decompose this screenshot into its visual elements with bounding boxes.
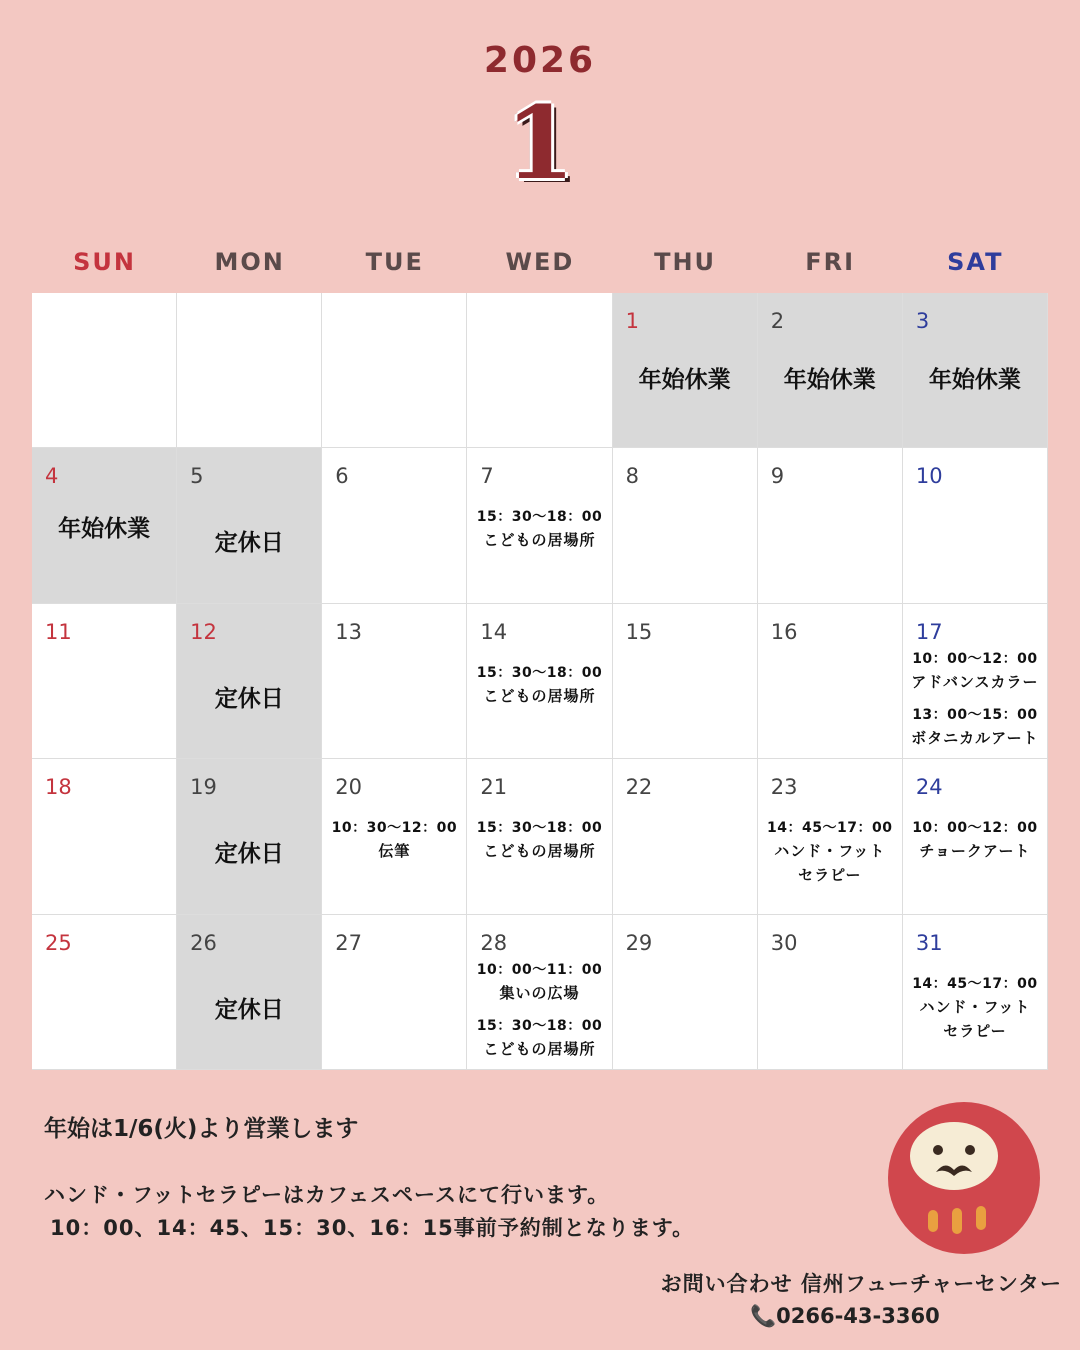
closed-label: 年始休業 xyxy=(783,367,876,393)
month-title: 1 xyxy=(505,84,575,202)
calendar-day-1 xyxy=(613,293,758,448)
day-number: 31 xyxy=(915,930,943,955)
calendar-day-15 xyxy=(613,604,758,759)
event-time: 10：00〜12：00 xyxy=(912,650,1038,667)
calendar-day-25 xyxy=(32,915,177,1070)
phone-number: 📞0266-43-3360 xyxy=(750,1304,940,1328)
day-number: 16 xyxy=(770,619,798,644)
calendar-day-14 xyxy=(467,604,612,759)
calendar-day-24 xyxy=(903,759,1048,914)
weekday-sun: SUN xyxy=(73,248,136,276)
calendar-day-4 xyxy=(32,448,177,603)
event-item xyxy=(903,704,1047,750)
event-item xyxy=(467,506,611,552)
new-year-notice: 年始は1/6(火)より営業します xyxy=(44,1116,359,1142)
event-time: 14：45〜17：00 xyxy=(767,820,893,837)
day-number: 4 xyxy=(45,464,59,489)
day-number: 14 xyxy=(480,619,508,644)
day-number: 10 xyxy=(915,464,943,489)
closed-label: 年始休業 xyxy=(638,367,731,393)
event-title: 伝筆 xyxy=(378,842,411,861)
closed-label: 年始休業 xyxy=(58,516,151,543)
calendar-day-26 xyxy=(177,915,322,1070)
day-number: 27 xyxy=(335,930,363,955)
day-number: 19 xyxy=(190,775,217,800)
event-title: アドバンスカラー xyxy=(911,672,1039,691)
event-time: 10：30〜12：00 xyxy=(331,820,458,837)
event-item xyxy=(758,817,902,887)
day-number: 5 xyxy=(190,464,204,489)
day-number: 30 xyxy=(770,930,798,955)
day-number: 1 xyxy=(625,309,639,333)
calendar-day-12 xyxy=(177,604,322,759)
day-number: 7 xyxy=(480,464,494,489)
day-number: 12 xyxy=(190,619,217,644)
event-list xyxy=(903,817,1047,873)
weekday-sat: SAT xyxy=(947,248,1004,276)
therapy-notice: ハンド・フットセラピーはカフェスペースにて行います。 xyxy=(44,1183,610,1207)
event-time: 15：30〜18：00 xyxy=(476,664,603,681)
event-item xyxy=(467,959,611,1005)
day-number: 3 xyxy=(915,309,930,333)
event-time: 15：30〜18：00 xyxy=(476,1017,603,1034)
weekday-tue: TUE xyxy=(365,248,424,276)
event-list xyxy=(467,959,611,1070)
calendar-day-8 xyxy=(613,448,758,603)
daruma-illustration xyxy=(884,1098,1044,1258)
calendar-day-5 xyxy=(177,448,322,603)
contact-info: お問い合わせ 信州フューチャーセンター xyxy=(660,1272,1062,1296)
calendar-day-13 xyxy=(322,604,467,759)
event-time: 10：00〜12：00 xyxy=(912,820,1038,837)
event-title: ハンド・フット セラピー xyxy=(774,842,886,885)
calendar-day-22 xyxy=(613,759,758,914)
day-number: 8 xyxy=(625,464,639,489)
event-title: こどもの居場所 xyxy=(483,531,596,550)
event-title: こどもの居場所 xyxy=(483,1039,596,1058)
closed-label: 定休日 xyxy=(214,996,284,1023)
notes xyxy=(44,1110,844,1245)
event-time: 13：00〜15：00 xyxy=(912,706,1038,723)
event-list xyxy=(467,662,611,718)
calendar-day-3 xyxy=(903,293,1048,448)
day-number: 6 xyxy=(335,464,349,489)
calendar-day-30 xyxy=(758,915,903,1070)
calendar-day-23 xyxy=(758,759,903,914)
weekday-fri: FRI xyxy=(805,248,856,276)
event-title: 集いの広場 xyxy=(499,983,580,1002)
calendar-empty-cell xyxy=(322,293,467,448)
closed-label: 定休日 xyxy=(214,841,284,868)
event-item xyxy=(903,648,1047,694)
day-number: 9 xyxy=(770,464,785,489)
event-time: 14：45〜17：00 xyxy=(912,975,1038,992)
calendar-day-21 xyxy=(467,759,612,914)
day-number: 20 xyxy=(335,775,363,800)
event-item xyxy=(903,817,1047,863)
event-item xyxy=(467,1015,611,1061)
event-title: こどもの居場所 xyxy=(483,842,596,861)
day-number: 17 xyxy=(915,619,943,644)
day-number: 2 xyxy=(770,309,785,333)
calendar-day-17 xyxy=(903,604,1048,759)
year-title: 2026 xyxy=(483,40,597,81)
reservation-notice: 10：00、14：45、15：30、16：15事前予約制となります。 xyxy=(50,1216,695,1240)
calendar-day-11 xyxy=(32,604,177,759)
event-time: 10：00〜11：00 xyxy=(476,961,603,978)
calendar-empty-cell xyxy=(32,293,177,448)
event-list xyxy=(903,648,1047,759)
calendar-empty-cell xyxy=(177,293,322,448)
event-list xyxy=(758,817,902,897)
calendar-day-20 xyxy=(322,759,467,914)
event-title: こどもの居場所 xyxy=(483,686,596,705)
day-number: 23 xyxy=(770,775,798,800)
closed-label: 年始休業 xyxy=(928,367,1021,393)
day-number: 21 xyxy=(480,775,508,800)
event-title: ハンド・フット セラピー xyxy=(919,997,1031,1040)
calendar-day-6 xyxy=(322,448,467,603)
event-item xyxy=(903,973,1047,1043)
calendar-day-29 xyxy=(613,915,758,1070)
day-number: 26 xyxy=(190,930,217,955)
calendar-day-9 xyxy=(758,448,903,603)
day-number: 11 xyxy=(45,619,72,644)
calendar-day-16 xyxy=(758,604,903,759)
event-item xyxy=(467,662,611,708)
weekday-wed: WED xyxy=(505,248,575,276)
calendar-day-19 xyxy=(177,759,322,914)
day-number: 29 xyxy=(625,930,653,955)
event-title: ボタニカルアート xyxy=(911,728,1039,747)
event-item xyxy=(322,817,466,863)
day-number: 28 xyxy=(480,930,508,955)
event-time: 15：30〜18：00 xyxy=(476,509,603,526)
calendar-day-27 xyxy=(322,915,467,1070)
weekday-thu: THU xyxy=(654,248,717,276)
calendar-day-7 xyxy=(467,448,612,603)
day-number: 15 xyxy=(625,619,653,644)
calendar-day-31 xyxy=(903,915,1048,1070)
calendar-day-10 xyxy=(903,448,1048,603)
day-number: 25 xyxy=(45,930,72,955)
event-list xyxy=(467,817,611,873)
day-number: 13 xyxy=(335,619,363,644)
calendar-grid xyxy=(32,293,1048,1070)
closed-label: 定休日 xyxy=(214,530,284,557)
calendar-empty-cell xyxy=(467,293,612,448)
day-number: 22 xyxy=(625,775,653,800)
weekday-header xyxy=(32,248,1048,284)
closed-label: 定休日 xyxy=(214,685,284,712)
event-time: 15：30〜18：00 xyxy=(476,820,603,837)
day-number: 18 xyxy=(45,775,72,800)
calendar-day-18 xyxy=(32,759,177,914)
event-list xyxy=(322,817,466,873)
event-list xyxy=(467,506,611,562)
event-item xyxy=(467,817,611,863)
day-number: 24 xyxy=(915,775,943,800)
weekday-mon: MON xyxy=(214,248,285,276)
event-title: チョークアート xyxy=(919,842,1031,861)
calendar-day-2 xyxy=(758,293,903,448)
event-list xyxy=(903,973,1047,1053)
calendar-day-28 xyxy=(467,915,612,1070)
